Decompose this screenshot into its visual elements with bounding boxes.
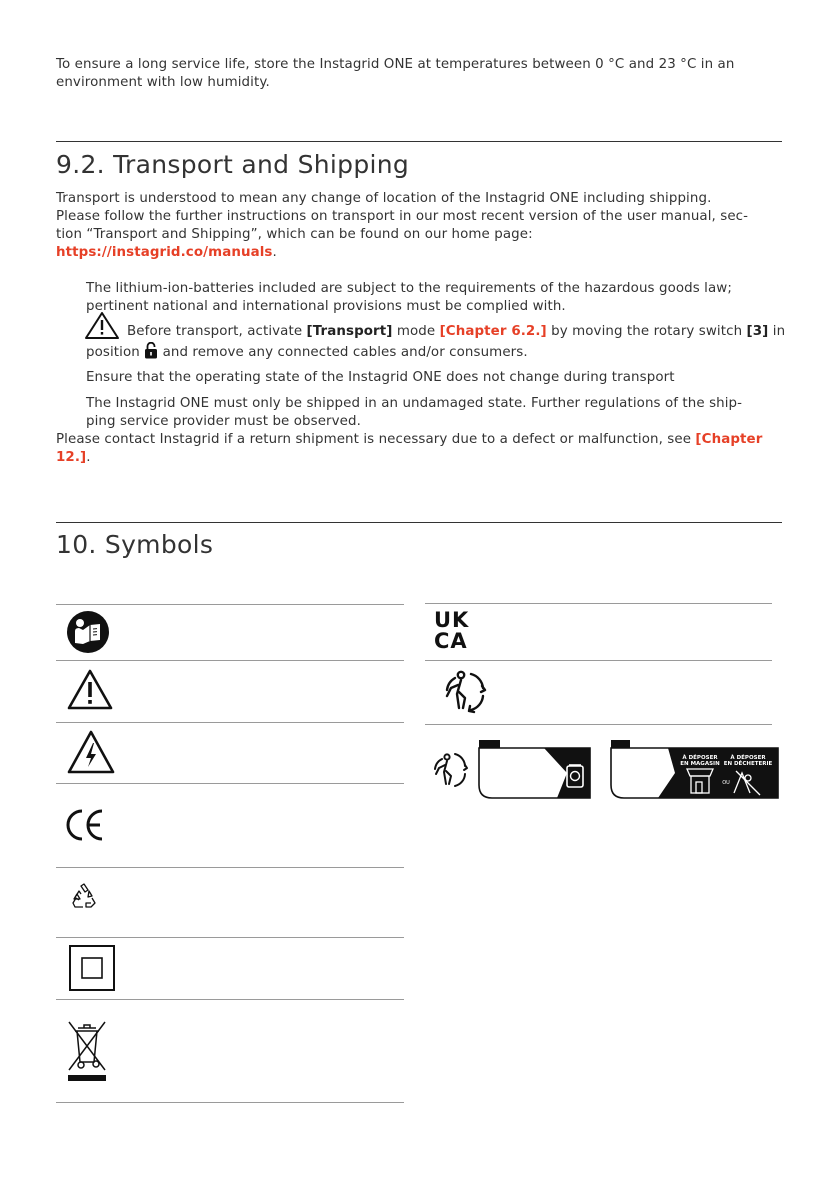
chapter-6-2-link[interactable]: [Chapter 6.2.] [439,324,547,339]
weee-bin-icon [66,1020,108,1082]
warn-middle: by moving the rotary switch [551,324,743,339]
bullet-undamaged-line1: The Instagrid ONE must only be shipped in an undamaged state. Further regulations of the ship- [86,396,743,411]
general-warning-icon [66,668,114,711]
ce-mark-icon [64,808,106,842]
row-divider [56,867,404,868]
section-heading-transport: 9.2. Transport and Shipping [56,150,410,179]
bullet-operating-state: Ensure that the operating state of the Instagrid ONE does not change during transport [86,370,675,385]
label-store-l1: À DÉPOSER [682,755,718,761]
ukca-bottom: CA [434,629,468,653]
label-store-l2: EN MAGASIN [680,761,720,767]
ukca-top: UK [434,608,470,632]
bullet-hazard-line1: The lithium-ion-batteries included are subject to the requirements of the hazardous goods law; [86,281,732,296]
contact-line2 [56,449,91,467]
protection-class-ii-icon [68,944,116,992]
row-divider [56,937,404,938]
row-divider [56,604,404,605]
row-divider [56,660,404,661]
electrical-hazard-icon [66,729,116,775]
row-divider [56,783,404,784]
row-divider [425,660,772,661]
warn-position: position [86,345,140,360]
transport-para-line2: Please follow the further instructions on transport in our most recent version of the user manual, sec- [56,209,749,224]
contact-text: Please contact Instagrid if a return shipment is necessary due to a defect or malfunction, see [56,432,692,447]
storage-text: To ensure a long service life, store the Instagrid ONE at temperatures between 0 °C and 23 °C in an environment with low humidity. [56,57,735,90]
label-dump-l1: À DÉPOSER [730,755,766,761]
chapter-12-link[interactable]: [Chapter [695,432,763,447]
label-or: OU [722,780,730,786]
warn-end: and remove any connected cables and/or consumers. [162,345,528,360]
row-divider [425,603,772,604]
label-dump-l2: EN DÉCHETERIE [723,761,773,767]
warn-switch: [3] [746,324,769,339]
bullet-undamaged-line2: ping service provider must be observed. [86,414,361,429]
manuals-link-line [56,244,277,262]
section-divider [56,141,782,142]
warning-triangle-icon [84,311,120,340]
unlocked-padlock-icon [144,342,158,359]
read-manual-icon [66,610,110,654]
manuals-link[interactable]: https://instagrid.co/manuals [56,245,273,260]
warning-line2 [86,342,528,362]
section-divider [56,522,782,523]
triman-labelling-info [430,738,780,800]
section-heading-symbols: 10. Symbols [56,530,214,559]
row-divider [56,1102,404,1103]
recycling-icon [70,882,98,910]
warning-line1 [127,323,785,341]
warn-mode-word: mode [396,324,436,339]
transport-para-line3: tion “Transport and Shipping”, which can be found on our home page: [56,227,533,242]
contact-suffix: . [86,450,91,465]
link-suffix: . [272,245,277,260]
transport-para-line1: Transport is understood to mean any change of location of the Instagrid ONE including shipping. [56,191,712,206]
contact-line1 [56,431,762,449]
ukca-mark-icon [434,610,469,652]
triman-icon [441,668,489,716]
row-divider [425,724,772,725]
bullet-hazard-line2: pertinent national and international provisions must be complied with. [86,299,566,314]
warn-mode: [Transport] [306,324,393,339]
row-divider [56,722,404,723]
row-divider [56,999,404,1000]
warn-in: in [772,324,786,339]
chapter-12-link-cont[interactable]: 12.] [56,450,87,465]
warn-before: Before transport, activate [127,324,303,339]
